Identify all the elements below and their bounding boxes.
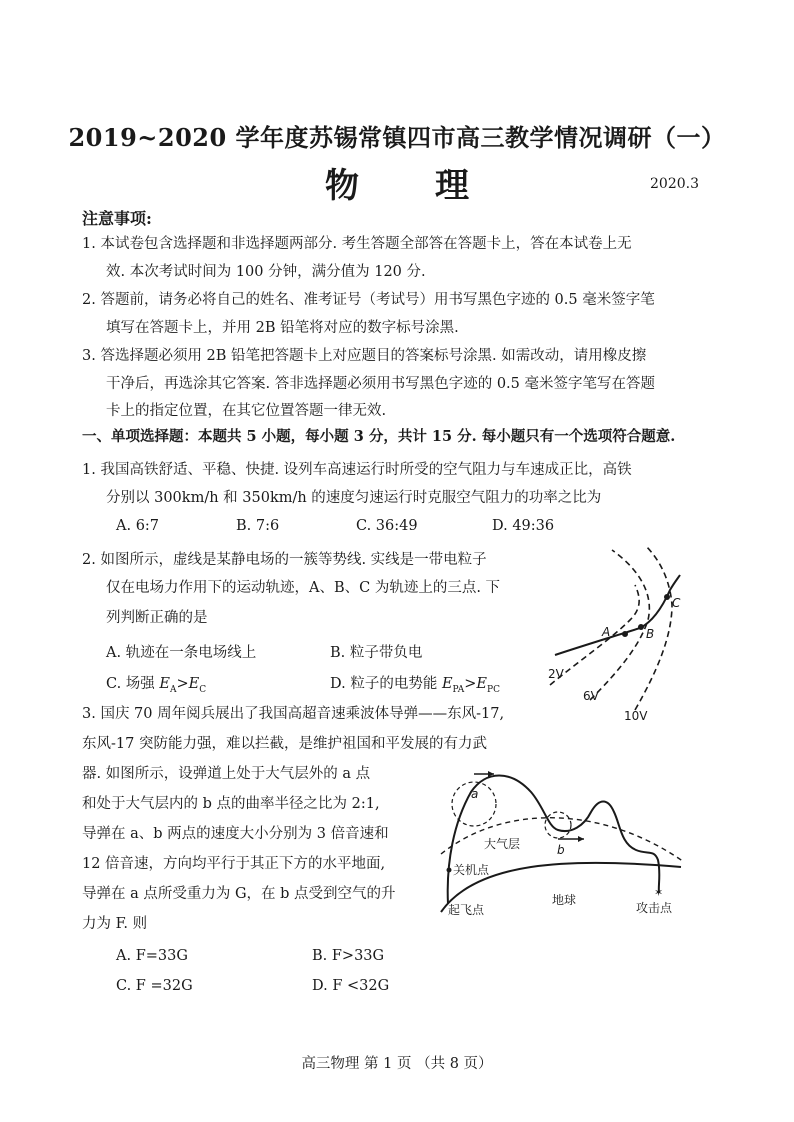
label-point-b: b <box>557 843 565 857</box>
q3-missile-trajectory-figure <box>436 762 686 920</box>
label-a: A <box>602 625 611 639</box>
q3-line: 导弹在 a、b 两点的速度大小分别为 3 倍音速和 <box>82 826 389 842</box>
velocity-arrow-b-head <box>578 836 584 842</box>
q3-option-d: D. F <32G <box>312 978 390 994</box>
q1-option-c: C. 36:49 <box>356 518 418 534</box>
point-a-dot <box>622 631 628 637</box>
notice-line: 卡上的指定位置，在其它位置答题一律无效. <box>106 403 387 419</box>
q3-line: 力为 F. 则 <box>82 916 148 932</box>
q2-option-a: A. 轨迹在一条电场线上 <box>106 645 257 661</box>
q3-line: 东风-17 突防能力强，难以拦截，是维护祖国和平发展的有力武 <box>82 736 487 752</box>
missile-trajectory <box>448 776 660 905</box>
particle-trajectory <box>555 575 680 655</box>
q2-line: 2. 如图所示，虚线是某静电场的一簇等势线. 实线是一带电粒子 <box>82 552 487 568</box>
q3-option-a: A. F=33G <box>116 948 188 964</box>
exam-title: 2019~2020 学年度苏锡常镇四市高三教学情况调研（一） <box>68 123 726 152</box>
q2-option-c: C. 场强 $E_A>E_C$ <box>106 676 207 695</box>
q3-line: 12 倍音速，方向均平行于其正下方的水平地面, <box>82 856 386 872</box>
label-target-point: 攻击点 <box>636 901 673 915</box>
q1-line: 分别以 300km/h 和 350km/h 的速度匀速运行时克服空气阻力的功率之比为 <box>106 490 602 506</box>
notice-line: 效. 本次考试时间为 100 分钟，满分值为 120 分. <box>106 264 426 280</box>
q2-equipotential-figure <box>540 540 700 725</box>
notice-line: 3. 答选择题必须用 2B 铅笔把答题卡上对应题目的答案标号涂黑. 如需改动，请用橡皮擦 <box>82 348 647 364</box>
label-point-a: a <box>471 787 479 801</box>
subject-char-2: 理 <box>435 166 469 206</box>
q3-option-b: B. F>33G <box>312 948 385 964</box>
notice-line: 2. 答题前，请务必将自己的姓名、准考证号（考试号）用书写黑色字迹的 0.5 毫米签字笔 <box>82 292 655 308</box>
label-takeoff-point: 起飞点 <box>448 903 485 917</box>
label-c: C <box>672 596 681 610</box>
label-10v: 10V <box>624 709 648 723</box>
q2-option-b: B. 粒子带负电 <box>330 645 423 661</box>
q2-line: 列判断正确的是 <box>106 610 208 626</box>
target-star-icon: ✶ <box>654 886 664 899</box>
q1-line: 1. 我国高铁舒适、平稳、快捷. 设列车高速运行时所受的空气阻力与车速成正比，高铁 <box>82 462 632 478</box>
point-c-dot <box>664 594 670 600</box>
label-earth: 地球 <box>552 893 577 907</box>
label-2v: 2V <box>548 667 564 681</box>
point-b-dot <box>638 624 644 630</box>
notice-heading: 注意事项: <box>82 209 152 228</box>
curvature-circle-b <box>545 812 571 838</box>
subject-char-1: 物 <box>325 166 359 206</box>
label-b: B <box>646 627 655 641</box>
label-shutdown-point: 关机点 <box>453 863 490 877</box>
q1-option-a: A. 6:7 <box>116 518 160 534</box>
q1-option-b: B. 7:6 <box>236 518 280 534</box>
label-atmosphere: 大气层 <box>484 837 521 851</box>
q2-option-d: D. 粒子的电势能 $E_{PA}>E_{PC}$ <box>330 676 500 695</box>
q3-line: 3. 国庆 70 周年阅兵展出了我国高超音速乘波体导弹——东风-17, <box>82 706 505 722</box>
shutdown-point-dot <box>447 868 452 873</box>
q3-line: 导弹在 a 点所受重力为 G，在 b 点受到空气的升 <box>82 886 396 902</box>
q3-option-c: C. F =32G <box>116 978 193 994</box>
q3-line: 和处于大气层内的 b 点的曲率半径之比为 2:1, <box>82 796 380 812</box>
q1-option-d: D. 49:36 <box>492 518 555 534</box>
page-footer: 高三物理 第 1 页 （共 8 页） <box>301 1056 493 1072</box>
label-6v: 6V <box>583 689 599 703</box>
notice-line: 干净后，再选涂其它答案. 答非选择题必须用书写黑色字迹的 0.5 毫米签字笔写在答题 <box>106 376 655 392</box>
section-heading: 一、单项选择题：本题共 5 小题，每小题 3 分，共计 15 分. 每小题只有一个选项符合题意. <box>82 428 676 445</box>
q3-line: 器. 如图所示，设弹道上处于大气层外的 a 点 <box>82 766 371 782</box>
q2-line: 仅在电场力作用下的运动轨迹，A、B、C 为轨迹上的三点. 下 <box>106 580 501 596</box>
notice-line: 1. 本试卷包含选择题和非选择题两部分. 考生答题全部答在答题卡上，答在本试卷上无 <box>82 236 632 252</box>
exam-date: 2020.3 <box>650 176 699 192</box>
notice-line: 填写在答题卡上，并用 2B 铅笔将对应的数字标号涂黑. <box>106 320 459 336</box>
